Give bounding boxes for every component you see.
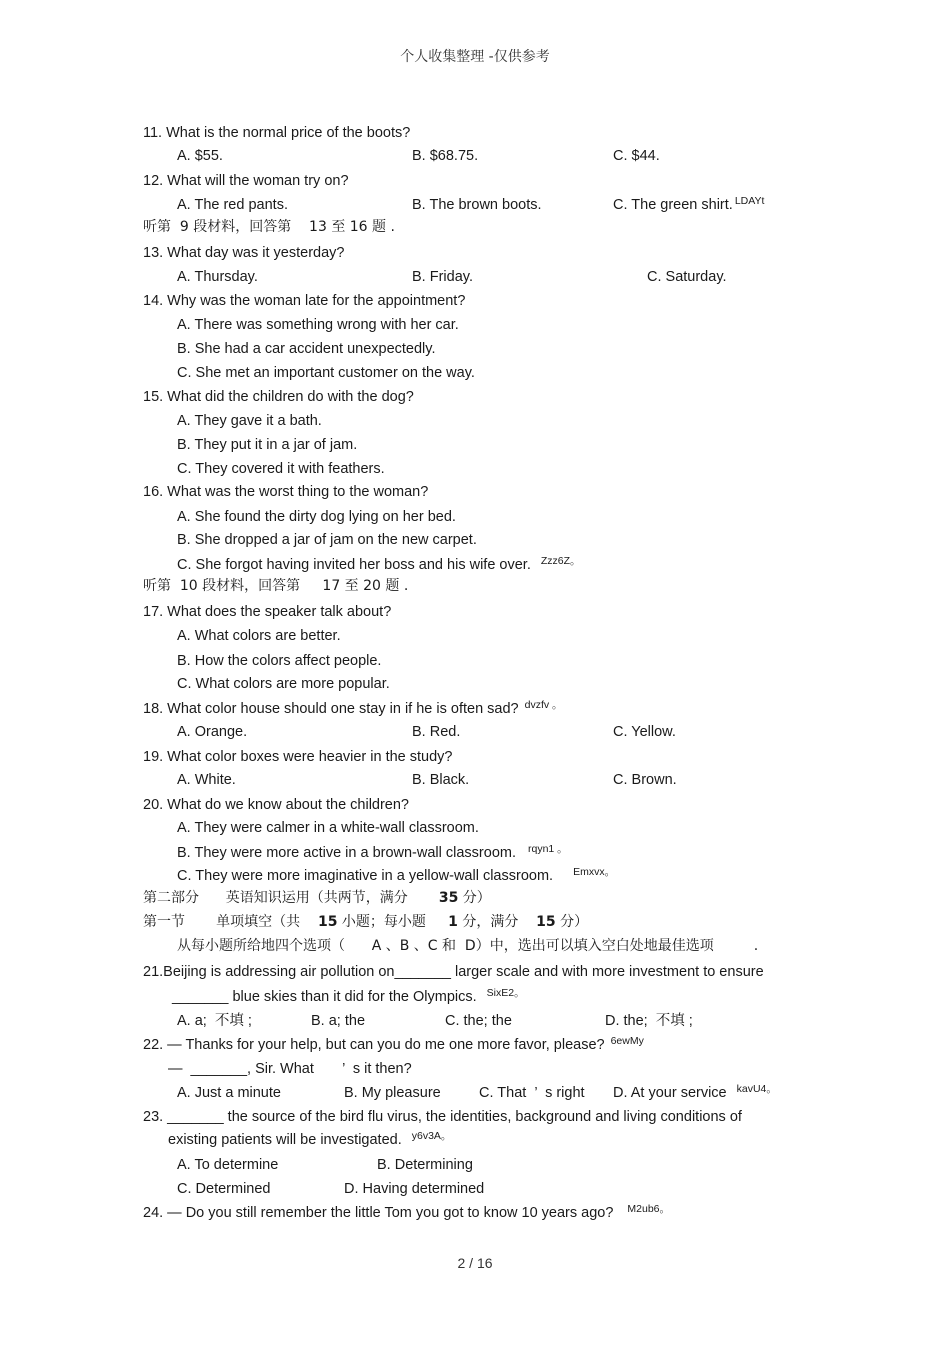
question-21-tag: SixE2。 — [486, 987, 525, 999]
question-21-stem-line2: _______ blue skies than it did for the Olympics. $^{SixE2。}$ — [172, 987, 525, 1005]
question-20-option-c: C. They were more imaginative in a yellow-wall classroom. $^{Emxvx。}$ — [177, 866, 616, 884]
section-10-instruction: 听第 10 段材料，回答第 17 至 20 题 . — [143, 578, 409, 594]
question-21-option-a: A. a; 不填 ; — [177, 1013, 252, 1029]
question-22-option-c: C. That ’ s right — [479, 1085, 585, 1101]
question-19-option-a: A. White. — [177, 772, 236, 788]
question-22-d-tag: kavU4。 — [736, 1083, 777, 1095]
question-22-tag: 6ewMy — [610, 1035, 644, 1047]
question-20-option-b: B. They were more active in a brown-wall classroom. $^{rqyn1 。}$ — [177, 843, 568, 861]
page-header: 个人收集整理 -仅供参考 — [400, 49, 550, 65]
question-21-option-d: D. the; 不填 ; — [605, 1013, 693, 1029]
question-17-option-c: C. What colors are more popular. — [177, 676, 390, 692]
part-2-heading: 第二部分 英语知识运用（共两节，满分 35 分） — [143, 890, 491, 906]
question-19-stem: 19. What color boxes were heavier in the study? — [143, 749, 453, 765]
question-23-option-d: D. Having determined — [344, 1181, 485, 1197]
question-16-option-c: C. She forgot having invited her boss and his wife over. $^{Zzz6Z。}$ — [177, 555, 581, 573]
question-24-stem: 24. — Do you still remember the little Tom you got to know 10 years ago? $^{M2ub6。}$ — [143, 1203, 671, 1221]
question-23-tag: y6v3A。 — [411, 1130, 452, 1142]
section-9-instruction: 听第 9 段材料，回答第 13 至 16 题 . — [143, 219, 395, 235]
page-number: 2 / 16 — [457, 1255, 493, 1271]
question-17-option-b: B. How the colors affect people. — [177, 653, 382, 669]
question-21-option-b: B. a; the — [311, 1013, 366, 1029]
question-17-stem: 17. What does the speaker talk about? — [143, 604, 392, 620]
question-14-option-c: C. She met an important customer on the way. — [177, 365, 475, 381]
question-11-option-a: A. $55. — [177, 148, 223, 164]
question-14-option-b: B. She had a car accident unexpectedly. — [177, 341, 436, 357]
question-12-option-b: B. The brown boots. — [412, 197, 542, 213]
question-16-option-b: B. She dropped a jar of jam on the new carpet. — [177, 532, 477, 548]
question-24-tag: M2ub6。 — [627, 1203, 671, 1215]
question-14-stem: 14. Why was the woman late for the appointment? — [143, 293, 466, 309]
question-23-option-a: A. To determine — [177, 1157, 279, 1173]
question-22-option-b: B. My pleasure — [344, 1085, 441, 1101]
question-20-option-a: A. They were calmer in a white-wall classroom. — [177, 820, 479, 836]
question-21-stem-line1: 21.Beijing is addressing air pollution on_______ larger scale and with more investment to ensure — [143, 964, 764, 980]
question-23-option-c: C. Determined — [177, 1181, 271, 1197]
question-18-option-c: C. Yellow. — [613, 724, 676, 740]
question-16-tag: Zzz6Z。 — [540, 555, 581, 567]
question-21-option-c: C. the; the — [445, 1013, 512, 1029]
question-13-option-b: B. Friday. — [412, 269, 473, 285]
question-11-option-c: C. $44. — [613, 148, 660, 164]
question-13-stem: 13. What day was it yesterday? — [143, 245, 345, 261]
question-16-stem: 16. What was the worst thing to the woman? — [143, 484, 429, 500]
question-12-tag: LDAYt — [734, 195, 765, 207]
question-22-option-d: D. At your service $^{kavU4。}$ — [613, 1083, 777, 1101]
question-11-option-b: B. $68.75. — [412, 148, 479, 164]
question-19-option-b: B. Black. — [412, 772, 470, 788]
question-20-stem: 20. What do we know about the children? — [143, 797, 409, 813]
question-20-b-tag: rqyn1 。 — [528, 843, 568, 855]
question-12-option-a: A. The red pants. — [177, 197, 288, 213]
question-18-stem: 18. What color house should one stay in if he is often sad? $^{dvzfv 。}$ — [143, 699, 563, 717]
question-15-option-a: A. They gave it a bath. — [177, 413, 322, 429]
question-23-stem-line2: existing patients will be investigated. $^{y6v3A。}$ — [168, 1130, 452, 1148]
question-23-stem-line1: 23. _______ the source of the bird flu virus, the identities, background and living conditions of — [143, 1109, 742, 1125]
question-22-stem-line2: — _______, Sir. What ’ s it then? — [168, 1061, 412, 1077]
question-11-stem: 11. What is the normal price of the boots? — [143, 125, 411, 141]
question-17-option-a: A. What colors are better. — [177, 628, 341, 644]
question-22-option-a: A. Just a minute — [177, 1085, 281, 1101]
question-18-tag: dvzfv 。 — [524, 699, 563, 711]
question-15-option-c: C. They covered it with feathers. — [177, 461, 385, 477]
question-13-option-a: A. Thursday. — [177, 269, 258, 285]
question-18-option-a: A. Orange. — [177, 724, 248, 740]
section-1-heading: 第一节 单项填空（共 15 小题；每小题 1 分，满分 15 分） — [143, 914, 589, 930]
question-13-option-c: C. Saturday. — [647, 269, 727, 285]
question-12-stem: 12. What will the woman try on? — [143, 173, 349, 189]
question-14-option-a: A. There was something wrong with her car. — [177, 317, 459, 333]
question-16-option-a: A. She found the dirty dog lying on her bed. — [177, 509, 456, 525]
question-15-stem: 15. What did the children do with the dog? — [143, 389, 414, 405]
question-12-option-c: C. The green shirt. $^{LDAYt}$ — [613, 195, 765, 213]
question-15-option-b: B. They put it in a jar of jam. — [177, 437, 358, 453]
question-22-stem-line1: 22. — Thanks for your help, but can you do me one more favor, please? $^{6ewMy}$ — [143, 1035, 644, 1053]
question-18-option-b: B. Red. — [412, 724, 461, 740]
section-1-instruction: 从每小题所给地四个选项（ A 、B 、C 和 D）中，选出可以填入空白处地最佳选项 . — [177, 938, 759, 954]
question-19-option-c: C. Brown. — [613, 772, 677, 788]
question-20-c-tag: Emxvx。 — [573, 866, 616, 878]
question-23-option-b: B. Determining — [377, 1157, 473, 1173]
